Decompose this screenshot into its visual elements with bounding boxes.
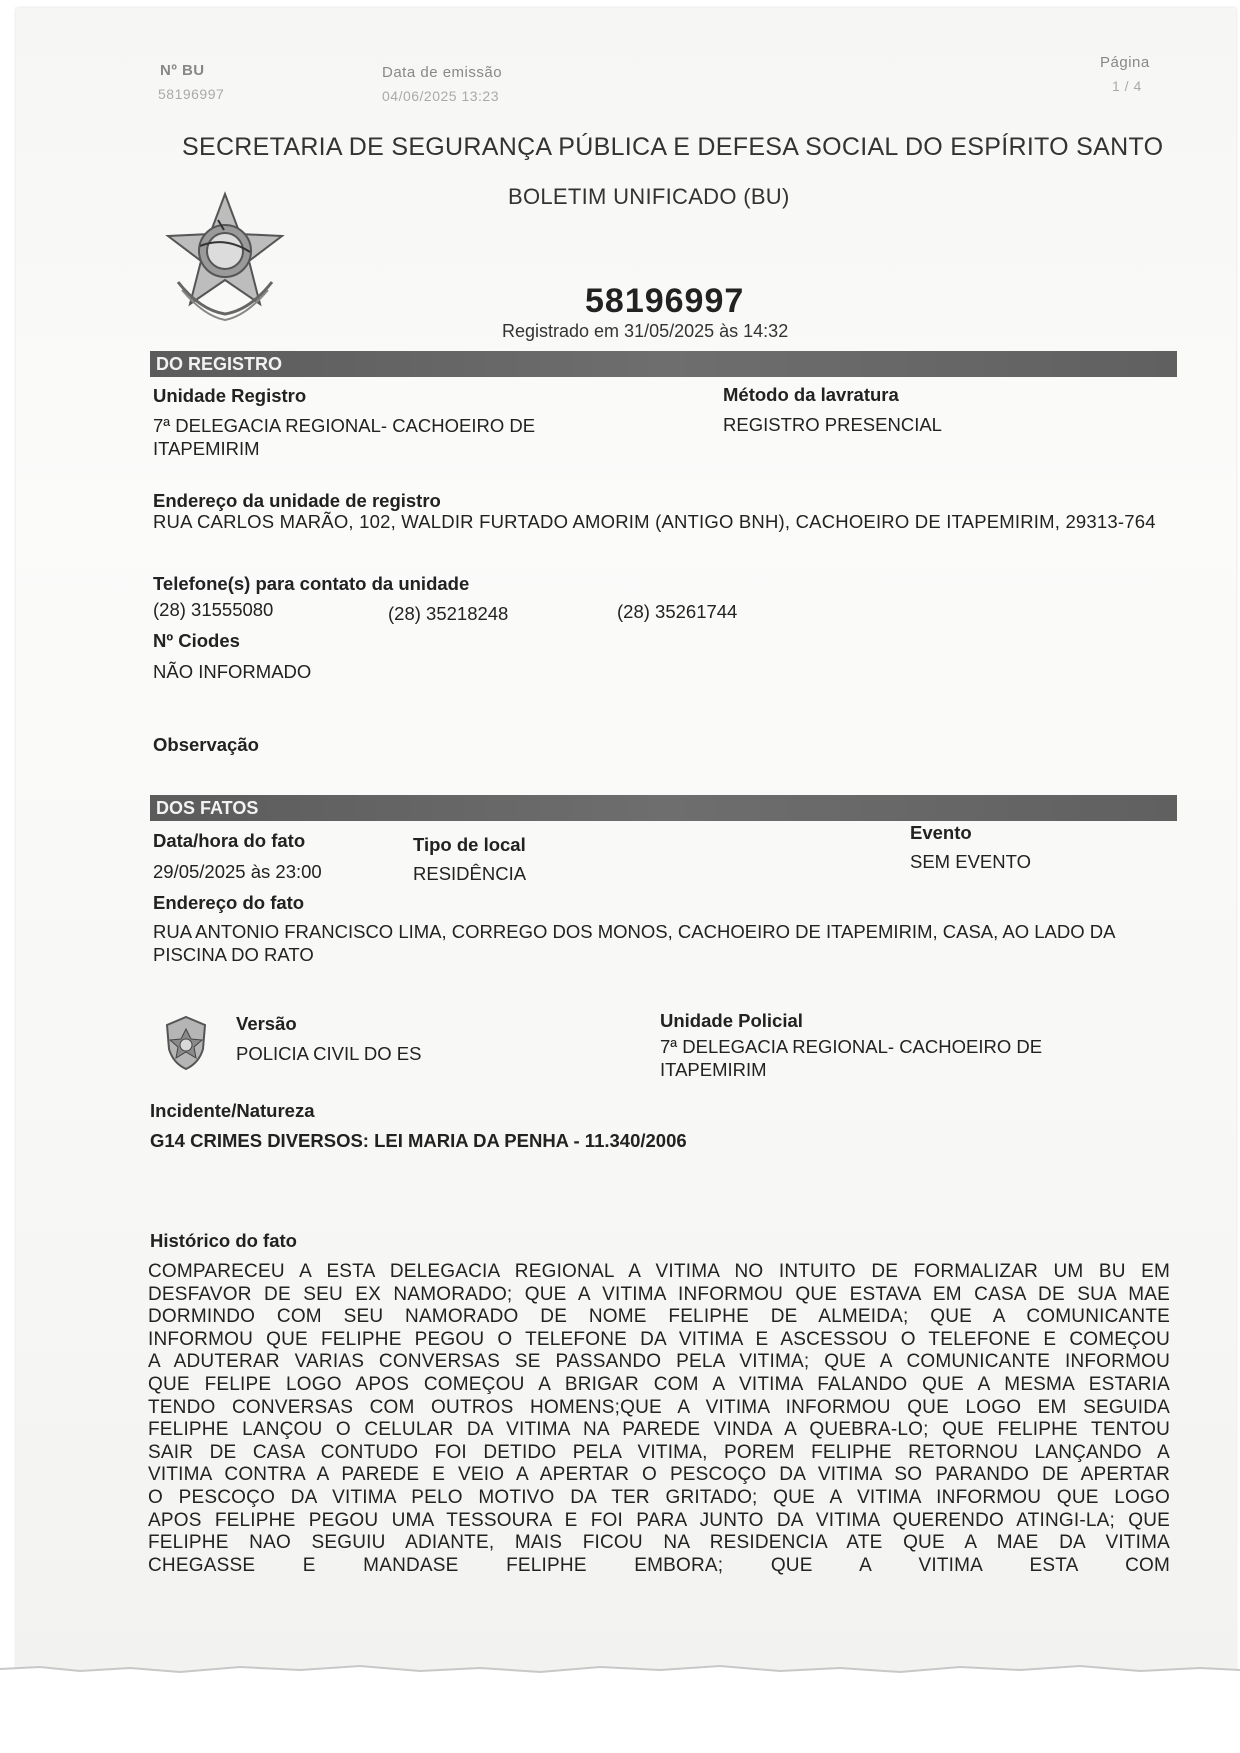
historico-line: VITIMA CONTRA A PAREDE E VEIO A APERTAR O PESCOÇO DA VITIMA SO PARANDO DE APERTAR xyxy=(148,1464,1170,1486)
section-dos-fatos-title: DOS FATOS xyxy=(156,798,259,818)
metodo-lavratura-label: Método da lavratura xyxy=(723,384,899,405)
evento-value: SEM EVENTO xyxy=(910,851,1031,872)
boletim-subtitle: BOLETIM UNIFICADO (BU) xyxy=(508,184,790,209)
tipo-local-label: Tipo de local xyxy=(413,834,526,855)
telefone-2: (28) 35218248 xyxy=(388,603,509,624)
historico-line: SAIR DE CASA CONTUDO FOI DETIDO PELA VITIMA, POREM FELIPHE RETORNOU LANÇANDO A xyxy=(148,1441,1170,1463)
historico-line: QUE FELIPE LOGO APOS COMEÇOU A BRIGAR COM A VITIMA FALANDO QUE A MESMA ESTARIA xyxy=(148,1373,1170,1395)
historico-line: A ADUTERAR VARIAS CONVERSAS SE PASSANDO PELA VITIMA; QUE A COMUNICANTE INFORMOU xyxy=(148,1351,1170,1373)
historico-line: FELIPHE NAO SEGUIU ADIANTE, MAIS FICOU NA RESIDENCIA ATE QUE A MAE DA VITIMA xyxy=(148,1532,1170,1554)
endereco-unidade-label: Endereço da unidade de registro xyxy=(153,490,441,511)
historico-label: Histórico do fato xyxy=(150,1230,297,1251)
emissao-label: Data de emissão xyxy=(382,64,503,81)
unidade-policial-label: Unidade Policial xyxy=(660,1010,803,1031)
unidade-registro-value: 7ª DELEGACIA REGIONAL- CACHOEIRO DE ITAPEMIRIM xyxy=(153,415,536,459)
telefone-3: (28) 35261744 xyxy=(617,601,738,622)
section-do-registro-title: DO REGISTRO xyxy=(156,354,283,374)
historico-line: INFORMOU QUE FELIPHE PEGOU O TELEFONE DA VITIMA E ASCESSOU O TELEFONE E COMEÇOU xyxy=(148,1328,1170,1350)
versao-value: POLICIA CIVIL DO ES xyxy=(236,1043,422,1064)
endereco-fato-label: Endereço do fato xyxy=(153,892,305,913)
secretaria-title: SECRETARIA DE SEGURANÇA PÚBLICA E DEFESA SOCIAL DO ESPÍRITO SANTO xyxy=(182,133,1164,161)
historico-line: COMPARECEU A ESTA DELEGACIA REGIONAL A VITIMA NO INTUITO DE FORMALIZAR UM BU EM xyxy=(148,1261,1170,1282)
emissao-value: 04/06/2025 13:23 xyxy=(382,88,499,104)
historico-line: FELIPHE LANÇOU O CELULAR DA VITIMA NA PAREDE VINDA A QUEBRA-LO; QUE FELIPHE TENTOU xyxy=(148,1419,1170,1441)
torn-paper-edge xyxy=(0,1655,1240,1695)
historico-line: TENDO CONVERSAS COM OUTROS HOMENS;QUE A VITIMA INFORMOU QUE LOGO EM SEGUIDA xyxy=(148,1396,1170,1418)
brasao-es-icon xyxy=(160,186,290,326)
historico-text xyxy=(148,1261,1170,1577)
unidade-policial-value: 7ª DELEGACIA REGIONAL- CACHOEIRO DE ITAPEMIRIM xyxy=(660,1036,1043,1080)
bu-number-label: Nº BU xyxy=(160,62,205,79)
telefone-1: (28) 31555080 xyxy=(153,599,274,620)
bu-number-value: 58196997 xyxy=(158,86,225,102)
evento-label: Evento xyxy=(910,822,972,843)
versao-label: Versão xyxy=(236,1013,297,1034)
section-do-registro xyxy=(150,351,1177,377)
observacao-label: Observação xyxy=(153,734,259,755)
section-dos-fatos xyxy=(150,795,1177,821)
historico-line: DORMINDO COM SEU NAMORADO DE NOME FELIPHE DE ALMEIDA; QUE A COMUNICANTE xyxy=(148,1306,1170,1328)
endereco-unidade-value: RUA CARLOS MARÃO, 102, WALDIR FURTADO AMORIM (ANTIGO BNH), CACHOEIRO DE ITAPEMIRIM, 29313-764 xyxy=(153,511,1156,532)
bu-number-main: 58196997 xyxy=(585,282,745,320)
historico-line: O PESCOÇO DA VITIMA PELO MOTIVO DA TER GRITADO; QUE A VITIMA INFORMOU QUE LOGO xyxy=(148,1486,1170,1508)
metodo-lavratura-value: REGISTRO PRESENCIAL xyxy=(723,414,942,435)
incidente-value: G14 CRIMES DIVERSOS: LEI MARIA DA PENHA - 11.340/2006 xyxy=(150,1130,687,1151)
registered-date: Registrado em 31/05/2025 às 14:32 xyxy=(502,321,789,341)
pagina-label: Página xyxy=(1100,54,1150,71)
historico-line: APOS FELIPHE PEGOU UMA TESSOURA E FOI PARA JUNTO DA VITIMA QUERENDO ATINGI-LA; QUE xyxy=(148,1509,1170,1531)
historico-line: DESFAVOR DE SEU EX NAMORADO; QUE A VITIMA INFORMOU QUE ESTAVA EM CASA DE SUA MAE xyxy=(148,1283,1170,1305)
datahora-value: 29/05/2025 às 23:00 xyxy=(153,861,322,882)
ciodes-label: Nº Ciodes xyxy=(153,630,240,651)
pagina-value: 1 / 4 xyxy=(1112,78,1142,94)
tipo-local-value: RESIDÊNCIA xyxy=(413,863,527,884)
datahora-label: Data/hora do fato xyxy=(153,830,306,851)
historico-line: CHEGASSE E MANDASE FELIPHE EMBORA; QUE A VITIMA ESTA COM xyxy=(148,1554,1170,1576)
incidente-label: Incidente/Natureza xyxy=(150,1100,315,1121)
telefone-label: Telefone(s) para contato da unidade xyxy=(153,573,470,594)
unidade-registro-label: Unidade Registro xyxy=(153,385,307,406)
ciodes-value: NÃO INFORMADO xyxy=(153,661,312,682)
endereco-fato-value: RUA ANTONIO FRANCISCO LIMA, CORREGO DOS MONOS, CACHOEIRO DE ITAPEMIRIM, CASA, AO LADO DA PISCINA DO RATO xyxy=(153,921,1115,965)
policia-civil-badge-icon xyxy=(163,1015,209,1071)
